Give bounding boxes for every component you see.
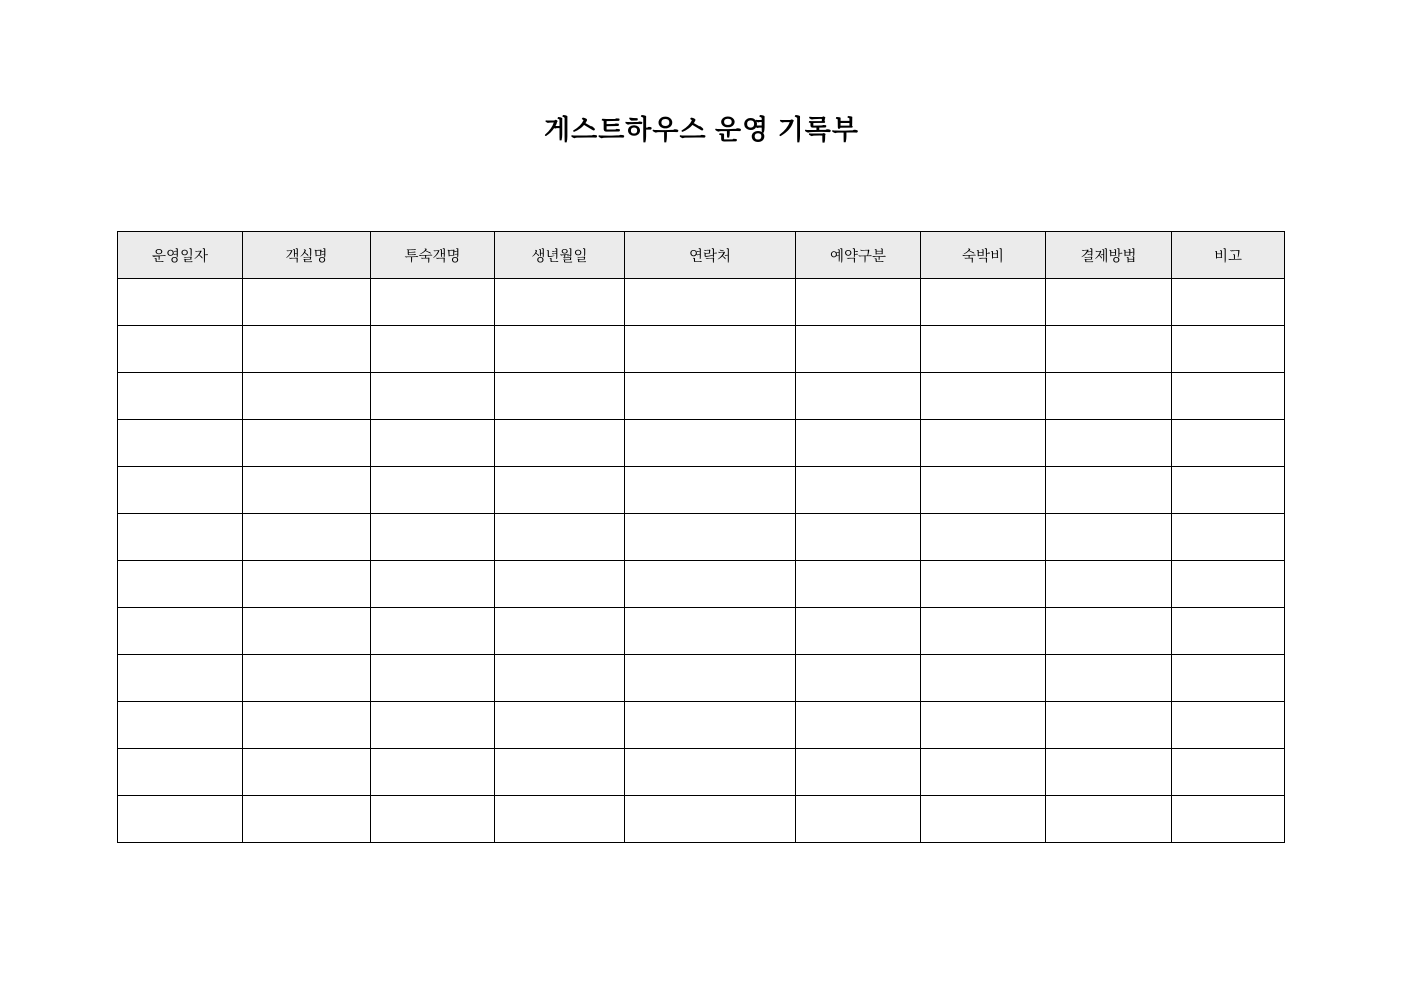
cell-birthdate[interactable] <box>495 326 625 373</box>
cell-contact[interactable] <box>625 279 796 326</box>
cell-lodging-fee[interactable] <box>921 420 1046 467</box>
cell-guest-name[interactable] <box>371 279 495 326</box>
cell-contact[interactable] <box>625 514 796 561</box>
cell-birthdate[interactable] <box>495 796 625 843</box>
table-row <box>118 561 1285 608</box>
cell-lodging-fee[interactable] <box>921 749 1046 796</box>
cell-contact[interactable] <box>625 608 796 655</box>
cell-payment-method[interactable] <box>1046 796 1172 843</box>
cell-room-name[interactable] <box>243 326 371 373</box>
cell-guest-name[interactable] <box>371 608 495 655</box>
column-header-reservation-type: 예약구분 <box>796 232 921 279</box>
cell-payment-method[interactable] <box>1046 420 1172 467</box>
cell-contact[interactable] <box>625 702 796 749</box>
cell-contact[interactable] <box>625 796 796 843</box>
cell-remarks[interactable] <box>1172 749 1285 796</box>
cell-birthdate[interactable] <box>495 514 625 561</box>
cell-payment-method[interactable] <box>1046 514 1172 561</box>
cell-lodging-fee[interactable] <box>921 796 1046 843</box>
cell-remarks[interactable] <box>1172 467 1285 514</box>
cell-room-name[interactable] <box>243 796 371 843</box>
cell-guest-name[interactable] <box>371 749 495 796</box>
cell-remarks[interactable] <box>1172 796 1285 843</box>
table-row <box>118 702 1285 749</box>
cell-payment-method[interactable] <box>1046 373 1172 420</box>
cell-payment-method[interactable] <box>1046 702 1172 749</box>
cell-birthdate[interactable] <box>495 420 625 467</box>
cell-room-name[interactable] <box>243 749 371 796</box>
table-row <box>118 373 1285 420</box>
cell-contact[interactable] <box>625 561 796 608</box>
table-row <box>118 279 1285 326</box>
cell-guest-name[interactable] <box>371 514 495 561</box>
table-row <box>118 655 1285 702</box>
cell-lodging-fee[interactable] <box>921 279 1046 326</box>
cell-birthdate[interactable] <box>495 749 625 796</box>
cell-contact[interactable] <box>625 749 796 796</box>
cell-remarks[interactable] <box>1172 420 1285 467</box>
cell-remarks[interactable] <box>1172 373 1285 420</box>
cell-lodging-fee[interactable] <box>921 655 1046 702</box>
cell-birthdate[interactable] <box>495 467 625 514</box>
column-header-contact: 연락처 <box>625 232 796 279</box>
cell-guest-name[interactable] <box>371 796 495 843</box>
cell-birthdate[interactable] <box>495 608 625 655</box>
column-header-room-name: 객실명 <box>243 232 371 279</box>
page-title: 게스트하우스 운영 기록부 <box>544 115 859 145</box>
record-table-container <box>117 231 1284 843</box>
cell-birthdate[interactable] <box>495 561 625 608</box>
table-body <box>118 279 1285 843</box>
column-header-lodging-fee: 숙박비 <box>921 232 1046 279</box>
cell-payment-method[interactable] <box>1046 326 1172 373</box>
cell-payment-method[interactable] <box>1046 608 1172 655</box>
cell-room-name[interactable] <box>243 373 371 420</box>
cell-remarks[interactable] <box>1172 326 1285 373</box>
cell-contact[interactable] <box>625 420 796 467</box>
cell-reservation-type[interactable] <box>796 279 921 326</box>
column-header-birthdate: 생년월일 <box>495 232 625 279</box>
cell-payment-method[interactable] <box>1046 467 1172 514</box>
cell-room-name[interactable] <box>243 467 371 514</box>
cell-operation-date[interactable] <box>118 702 243 749</box>
cell-operation-date[interactable] <box>118 608 243 655</box>
cell-birthdate[interactable] <box>495 702 625 749</box>
cell-reservation-type[interactable] <box>796 420 921 467</box>
cell-guest-name[interactable] <box>371 467 495 514</box>
cell-remarks[interactable] <box>1172 608 1285 655</box>
cell-guest-name[interactable] <box>371 420 495 467</box>
cell-operation-date[interactable] <box>118 373 243 420</box>
cell-lodging-fee[interactable] <box>921 702 1046 749</box>
table-header-row <box>118 232 1285 279</box>
cell-payment-method[interactable] <box>1046 655 1172 702</box>
guesthouse-record-table <box>117 231 1285 843</box>
table-row <box>118 514 1285 561</box>
cell-guest-name[interactable] <box>371 373 495 420</box>
cell-room-name[interactable] <box>243 655 371 702</box>
cell-reservation-type[interactable] <box>796 796 921 843</box>
cell-lodging-fee[interactable] <box>921 373 1046 420</box>
cell-birthdate[interactable] <box>495 655 625 702</box>
cell-lodging-fee[interactable] <box>921 467 1046 514</box>
cell-room-name[interactable] <box>243 514 371 561</box>
cell-operation-date[interactable] <box>118 467 243 514</box>
column-header-payment-method: 결제방법 <box>1046 232 1172 279</box>
cell-reservation-type[interactable] <box>796 326 921 373</box>
cell-guest-name[interactable] <box>371 702 495 749</box>
cell-contact[interactable] <box>625 467 796 514</box>
cell-reservation-type[interactable] <box>796 655 921 702</box>
cell-operation-date[interactable] <box>118 279 243 326</box>
cell-guest-name[interactable] <box>371 655 495 702</box>
cell-room-name[interactable] <box>243 279 371 326</box>
cell-operation-date[interactable] <box>118 326 243 373</box>
cell-room-name[interactable] <box>243 561 371 608</box>
cell-room-name[interactable] <box>243 702 371 749</box>
column-header-operation-date: 운영일자 <box>118 232 243 279</box>
cell-operation-date[interactable] <box>118 749 243 796</box>
cell-remarks[interactable] <box>1172 279 1285 326</box>
cell-operation-date[interactable] <box>118 561 243 608</box>
table-row <box>118 608 1285 655</box>
cell-operation-date[interactable] <box>118 796 243 843</box>
cell-contact[interactable] <box>625 326 796 373</box>
column-header-guest-name: 투숙객명 <box>371 232 495 279</box>
column-header-remarks: 비고 <box>1172 232 1285 279</box>
table-row <box>118 467 1285 514</box>
cell-room-name[interactable] <box>243 608 371 655</box>
cell-reservation-type[interactable] <box>796 467 921 514</box>
cell-guest-name[interactable] <box>371 326 495 373</box>
cell-reservation-type[interactable] <box>796 608 921 655</box>
cell-birthdate[interactable] <box>495 373 625 420</box>
cell-remarks[interactable] <box>1172 655 1285 702</box>
table-row <box>118 420 1285 467</box>
cell-contact[interactable] <box>625 655 796 702</box>
cell-reservation-type[interactable] <box>796 514 921 561</box>
cell-payment-method[interactable] <box>1046 749 1172 796</box>
cell-reservation-type[interactable] <box>796 373 921 420</box>
cell-remarks[interactable] <box>1172 702 1285 749</box>
cell-operation-date[interactable] <box>118 655 243 702</box>
table-row <box>118 749 1285 796</box>
table-row <box>118 326 1285 373</box>
cell-guest-name[interactable] <box>371 561 495 608</box>
cell-contact[interactable] <box>625 373 796 420</box>
cell-lodging-fee[interactable] <box>921 326 1046 373</box>
cell-remarks[interactable] <box>1172 561 1285 608</box>
cell-operation-date[interactable] <box>118 420 243 467</box>
cell-reservation-type[interactable] <box>796 702 921 749</box>
cell-payment-method[interactable] <box>1046 279 1172 326</box>
cell-lodging-fee[interactable] <box>921 608 1046 655</box>
cell-room-name[interactable] <box>243 420 371 467</box>
cell-payment-method[interactable] <box>1046 561 1172 608</box>
cell-lodging-fee[interactable] <box>921 561 1046 608</box>
cell-operation-date[interactable] <box>118 514 243 561</box>
cell-reservation-type[interactable] <box>796 749 921 796</box>
cell-reservation-type[interactable] <box>796 561 921 608</box>
cell-lodging-fee[interactable] <box>921 514 1046 561</box>
cell-remarks[interactable] <box>1172 514 1285 561</box>
cell-birthdate[interactable] <box>495 279 625 326</box>
table-row <box>118 796 1285 843</box>
